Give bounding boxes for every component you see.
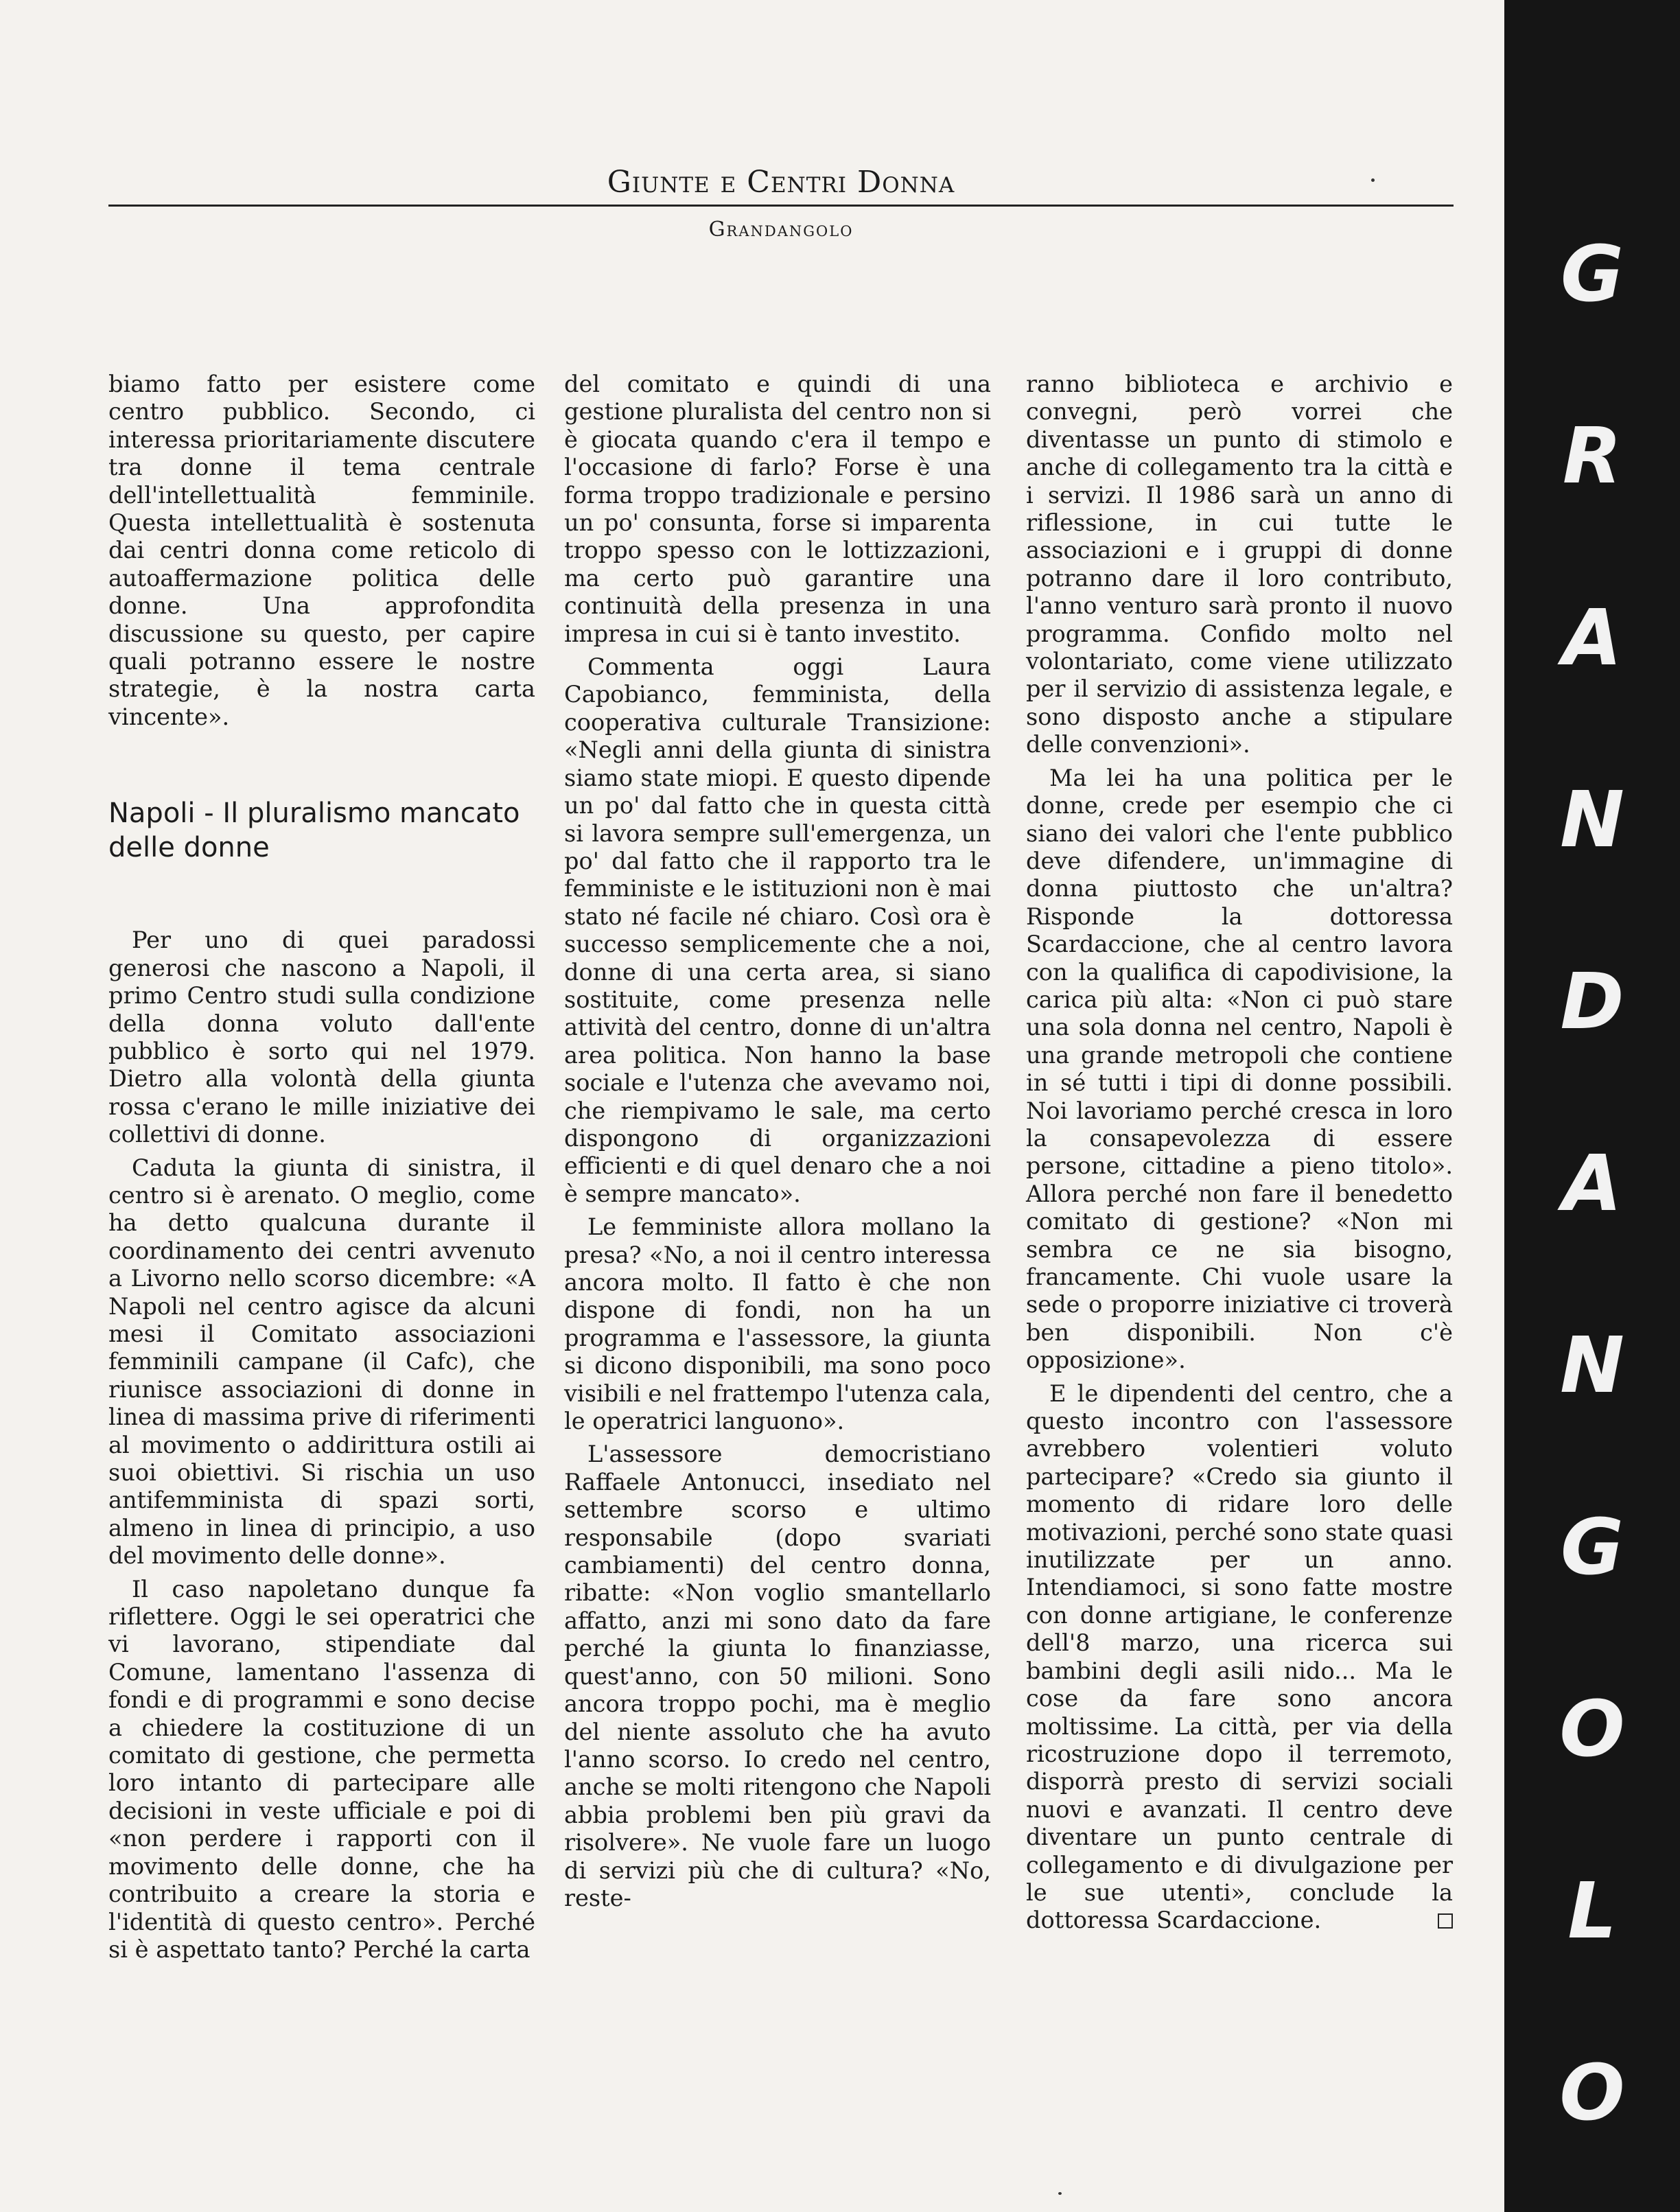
side-band-letter: R: [1562, 412, 1622, 501]
article-paragraph: Per uno di quei paradossi generosi che nascono a Napoli, il primo Centro studi sulla condizione della donna voluto dall'ente pubblico è sorto qui nel 1979. Dietro alla volontà della giunta rossa c'erano le mille iniziative dei collettivi di donne.: [108, 927, 535, 1148]
article-paragraph: del comitato e quindi di una gestione pluralista del centro non si è giocata quando c'era il tempo e l'occasione di farlo? Forse è una forma troppo tradizionale e persino un po' consunta, forse si imparenta troppo spesso con le lottizzazioni, ma certo può garantire una continuità della presenza in una impresa in cui si è tanto investito.: [564, 371, 991, 647]
side-band-letter: G: [1561, 1503, 1624, 1592]
article-heading: Napoli - Il pluralismo mancato delle donne: [108, 798, 520, 864]
article-paragraph: Le femministe allora mollano la presa? «No, a noi il centro interessa ancora molto. Il fatto è che non dispone di fondi, non ha un programma e l'assessore, la giunta si dicono disponibili, ma sono poco visibili e nel frattempo l'utenza cala, le operatrici languono».: [564, 1213, 991, 1435]
side-band-letter: L: [1567, 1867, 1617, 1956]
article-paragraph-text: E le dipendenti del centro, che a questo incontro con l'assessore avrebbero volentieri voluto partecipare? «Credo sia giunto il momento di ridare loro delle motivazioni, perché sono state quasi inutilizzate per un anno. Intendiamoci, si sono fatte mostre con donne artigiane, le conferenze dell'8 marzo, una ricerca sui bambini degli asili nido... Ma le cose da fare sono ancora moltissime. La città, per via della ricostruzione dopo il terremoto, disporrà presto di servizi sociali nuovi e avanzati. Il centro deve diventare un punto centrale di collegamento e di divulgazione per le sue utenti», conclude la dottoressa Scardaccione.: [1026, 1379, 1453, 1934]
side-band-letter: N: [1560, 776, 1624, 865]
article-paragraph: biamo fatto per esistere come centro pubblico. Secondo, ci interessa prioritariamente discutere tra donne il tema centrale dell'intellettualità femminile. Questa intellettualità è sostenuta dai centri donna come reticolo di autoaffermazione politica delle donne. Una approfondita discussione su questo, per capire quali potranno essere le nostre strategie, è la nostra carta vincente».: [108, 371, 535, 730]
article-paragraph: L'assessore democristiano Raffaele Antonucci, insediato nel settembre scorso e ultimo responsabile (dopo svariati cambiamenti) del centro donna, ribatte: «Non voglio smantellarlo affatto, anzi mi sono dato da fare perché la giunta lo finanziasse, quest'anno, con 50 milioni. Sono ancora troppo pochi, ma è meglio del niente assoluto che ha avuto l'anno scorso. Io credo nel centro, anche se molti ritengono che Napoli abbia problemi ben più gravi da risolvere». Ne vuole fare un luogo di servizi più che di cultura? «No, reste-: [564, 1441, 991, 1911]
print-speck: [1371, 178, 1375, 182]
side-band-letter: D: [1560, 957, 1624, 1047]
article-paragraph: Commenta oggi Laura Capobianco, femminista, della cooperativa culturale Transizione: «Negli anni della giunta di sinistra siamo state miopi. E questo dipende un po' dal fatto che in questa città si lavora sempre sull'emergenza, un po' dal fatto che il rapporto tra le femministe e le istituzioni non è mai stato né facile né chiaro. Così ora è successo semplicemente che a noi, donne di una certa area, si siano sostituite, come presenza nelle attività del centro, donne di un'altra area politica. Non hanno la base sociale e l'utenza che avevamo noi, che riempivamo le sale, ma certo dispongono di organizzazioni efficienti e di quel denaro che a noi è sempre mancato».: [564, 653, 991, 1207]
side-band: [1504, 0, 1680, 2212]
article-column-2: [564, 371, 991, 2128]
side-band-letter: A: [1562, 1139, 1622, 1229]
section-subtitle: Grandangolo: [708, 218, 854, 242]
side-band-letter: O: [1559, 2049, 1625, 2138]
article-paragraph: Ma lei ha una politica per le donne, crede per esempio che ci siano dei valori che l'ente pubblico deve difendere, un'immagine di donna piuttosto che un'altra? Risponde la dottoressa Scardaccione, che al centro lavora con la qualifica di capodivisione, la carica più alta: «Non ci può stare una sola donna nel centro, Napoli è una grande metropoli che contiene in sé tutti i tipi di donne possibili. Noi lavoriamo perché cresca in loro la consapevolezza di essere persone, cittadine a pieno titolo». Allora perché non fare il benedetto comitato di gestione? «Non mi sembra ce ne sia bisogno, francamente. Chi vuole usare la sede o proporre iniziative ci troverà ben disponibili. Non c'è opposizione».: [1026, 764, 1453, 1374]
header-rule: [108, 205, 1454, 207]
page-header: [108, 163, 1454, 242]
side-band-letter: A: [1562, 594, 1622, 683]
section-title: Giunte e Centri Donna: [607, 165, 955, 200]
print-speck: [1058, 2192, 1062, 2195]
side-band-letter: N: [1560, 1321, 1624, 1410]
article-paragraph: Caduta la giunta di sinistra, il centro si è arenato. O meglio, come ha detto qualcuna durante il coordinamento dei centri avvenuto a Livorno nello scorso dicembre: «A Napoli nel centro agisce da alcuni mesi il Comitato associazioni femminili campane (il Cafc), che riunisce associazioni di donne in linea di massima prive di riferimenti al movimento o addirittura ostili ai suoi obiettivi. Si rischia un uso antifemminista di spazi sorti, almeno in linea di principio, a uso del movimento delle donne».: [108, 1154, 535, 1570]
side-band-letter: O: [1559, 1685, 1625, 1774]
article-paragraph: ranno biblioteca e archivio e convegni, però vorrei che diventasse un punto di stimolo e anche di collegamento tra la città e i servizi. Il 1986 sarà un anno di riflessione, in cui tutte le associazioni e i gruppi di donne potranno dare il loro contributo, l'anno venturo sarà pronto il nuovo programma. Confido molto nel volontariato, come viene utilizzato per il servizio di assistenza legale, e sono disposto anche a stipulare delle convenzioni».: [1026, 371, 1453, 758]
article-paragraph: [1026, 1380, 1453, 1935]
article-column-3: [1026, 371, 1453, 2128]
end-of-article-square-icon: [1438, 1913, 1453, 1929]
side-band-letter: G: [1561, 230, 1624, 319]
article-column-1: [108, 371, 535, 2128]
article-paragraph: Il caso napoletano dunque fa riflettere. Oggi le sei operatrici che vi lavorano, stipendiate dal Comune, lamentano l'assenza di fondi e di programmi e sono decise a chiedere la costituzione di un comitato di gestione, che permetta loro intanto di partecipare alle decisioni in veste ufficiale e poi di «non perdere i rapporti con il movimento delle donne, che ha contribuito a creare la storia e l'identità di questo centro». Perché si è aspettato tanto? Perché la carta: [108, 1575, 535, 1963]
